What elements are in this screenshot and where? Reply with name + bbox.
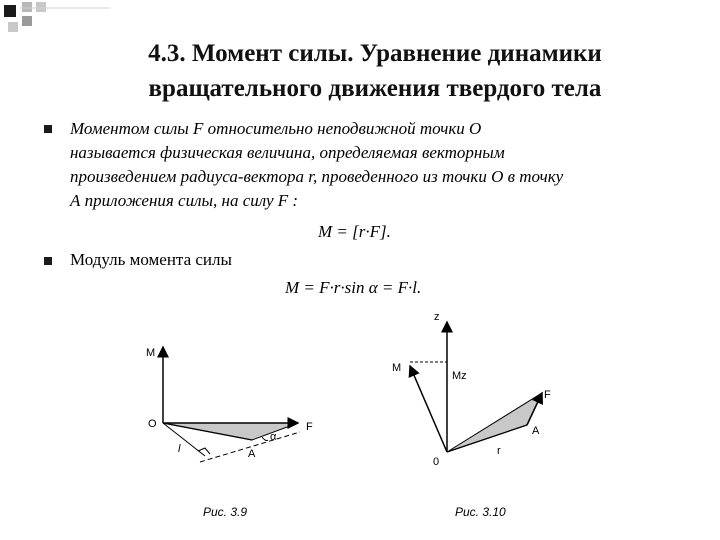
label-Mz-fig2: Mz [452, 370, 467, 382]
label-M-fig1: M [146, 347, 156, 359]
label-l-fig1: l [178, 443, 181, 455]
label-O-fig1: O [148, 418, 157, 430]
label-z-fig2: z [434, 311, 440, 323]
label-M-fig2: M [392, 362, 402, 374]
formula-moment-modulus: M = F·r·sin α = F·l. [285, 278, 422, 297]
label-A-fig2: A [532, 425, 540, 437]
label-A-fig1: A [248, 448, 256, 460]
label-O-fig2: 0 [433, 456, 440, 468]
label-r-fig2: r [497, 445, 501, 457]
moment-modulus-label: Модуль момента силы [70, 250, 232, 269]
definition-line-2: называется физическая величина, определяемая векторным [70, 143, 505, 162]
title-line-1: 4.3. Момент силы. Уравнение динамики [148, 40, 602, 67]
title-line-2: вращательного движения твердого тела [148, 75, 602, 102]
label-F-fig2: F [544, 389, 551, 401]
caption-fig-3-10: Рис. 3.10 [455, 505, 506, 519]
definition-line-3: произведением радиуса-вектора r, проведенного из точки О в точку [70, 167, 564, 186]
caption-fig-3-9: Рис. 3.9 [203, 505, 248, 519]
definition-line-4: А приложения силы, на силу F : [70, 191, 299, 210]
definition-line-1: Моментом силы F относительно неподвижной точки О [70, 119, 482, 138]
formula-moment-vector: M = [r·F]. [318, 222, 391, 241]
moment-vector-3d [410, 366, 447, 452]
label-F-fig1: F [306, 421, 313, 433]
label-alpha-fig1: α [270, 431, 277, 443]
